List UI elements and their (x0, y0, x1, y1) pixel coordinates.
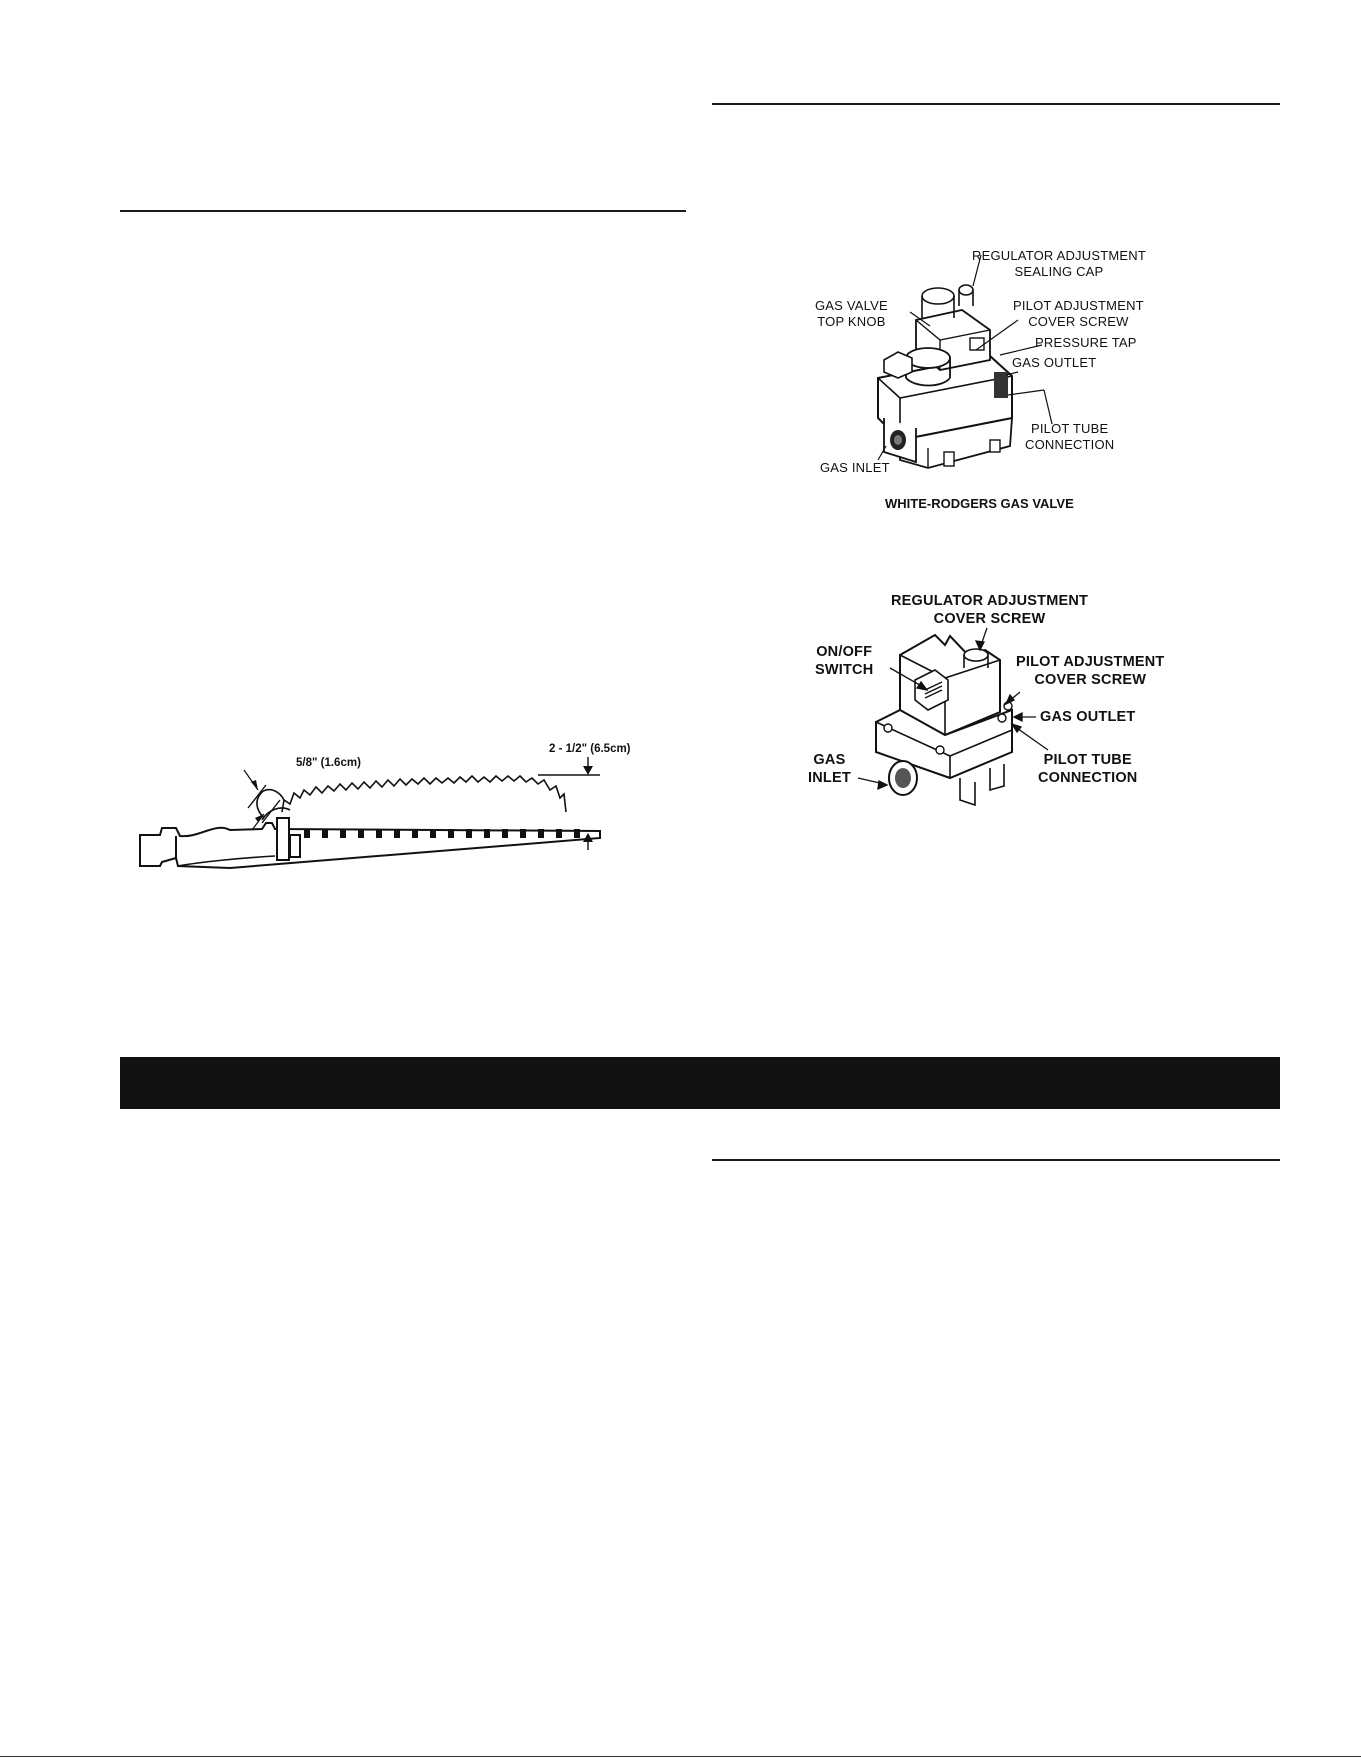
label-gas-outlet-2: GAS OUTLET (1040, 709, 1136, 725)
dimension-pilot: 5/8" (1.6cm) (296, 757, 361, 769)
label-on-off-switch: ON/OFF SWITCH (815, 644, 874, 678)
label-pressure-tap: PRESSURE TAP (1035, 335, 1137, 350)
page-bottom-edge (0, 1756, 1361, 1757)
label-gas-inlet: GAS INLET (820, 460, 890, 475)
figure-caption-white-rodgers: WHITE-RODGERS GAS VALVE (885, 496, 1074, 511)
label-gas-inlet-2: GAS INLET (808, 752, 851, 786)
label-pilot-tube-connection: PILOT TUBE CONNECTION (1025, 421, 1115, 452)
dimension-flame-height: 2 - 1/2" (6.5cm) (549, 743, 631, 755)
label-pilot-adjustment-cover-screw-2: PILOT ADJUSTMENT COVER SCREW (1016, 654, 1165, 688)
label-regulator-cover-screw: REGULATOR ADJUSTMENT COVER SCREW (891, 593, 1089, 627)
label-gas-outlet: GAS OUTLET (1012, 355, 1097, 370)
label-pilot-tube-connection-2: PILOT TUBE CONNECTION (1038, 752, 1138, 786)
label-pilot-adjustment-cover-screw: PILOT ADJUSTMENT COVER SCREW (1013, 298, 1144, 329)
label-regulator-sealing-cap: REGULATOR ADJUSTMENT SEALING CAP (972, 248, 1146, 279)
label-gas-valve-top-knob: GAS VALVE TOP KNOB (815, 298, 888, 329)
